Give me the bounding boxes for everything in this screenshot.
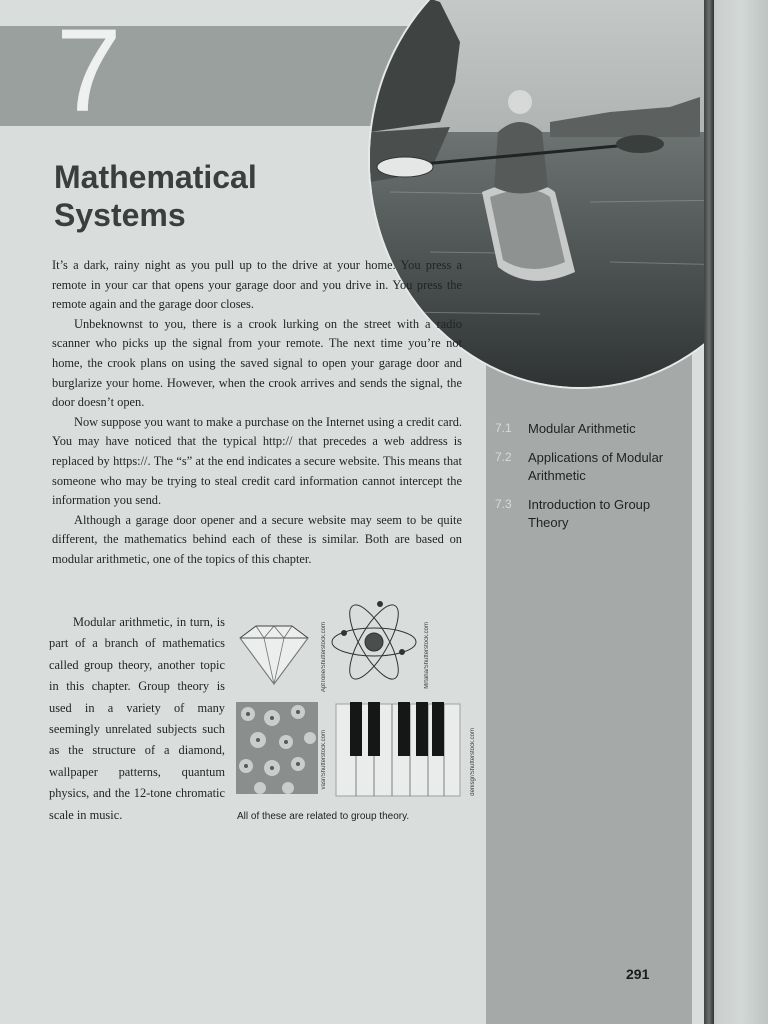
intro-paragraph-5: Modular arithmetic, in turn, is part of a branch of mathematics called group theory, another topic in this chapter. Group theory is used in a variety of many seemingly unrelated subjects such as the structure of a diamond, wallpaper patterns, quantum physics, and the 12-tone chromatic scale in music. bbox=[49, 615, 225, 822]
section-number: 7.2 bbox=[495, 449, 512, 464]
group-theory-figure bbox=[232, 592, 468, 802]
intro-paragraph-2: Unbeknownst to you, there is a crook lurking on the street with a radio scanner who picks up the signal from your remote. The next time you’re not home, the crook plans on using the saved signal to open your garage door and burglarize your home. However, when the crook arrives and sends the signal, the door doesn’t open. bbox=[52, 316, 462, 410]
section-title: Introduction to Group Theory bbox=[528, 496, 651, 530]
section-title: Applications of Modular Arithmetic bbox=[528, 449, 664, 483]
group-theory-text bbox=[49, 612, 225, 826]
diamond-image bbox=[240, 626, 308, 684]
section-number: 7.3 bbox=[495, 496, 512, 511]
section-item[interactable] bbox=[495, 449, 685, 486]
section-number: 7.1 bbox=[495, 421, 512, 435]
chapter-number: 7 bbox=[56, 5, 122, 137]
photo-credit-piano: denisgr/Shutterstock.com bbox=[470, 728, 476, 796]
section-list bbox=[495, 420, 685, 543]
atom-image bbox=[332, 599, 416, 686]
section-item[interactable] bbox=[495, 420, 685, 439]
intro-paragraph-4: Although a garage door opener and a secure website may seem to be quite different, the mathematics behind each of these is similar. Both are based on modular arithmetic, one of the topics of this chapter. bbox=[52, 512, 462, 566]
figure-images bbox=[232, 592, 468, 802]
page-number: 291 bbox=[626, 966, 650, 982]
photo-credit-diamond: AptTone/Shutterstock.com bbox=[321, 622, 327, 693]
wallpaper-pattern-image bbox=[236, 702, 318, 794]
intro-paragraph-1: It’s a dark, rainy night as you pull up to the drive at your home. You press a remote in your car that opens your garage door and you drive in. You press the remote again and the garage door closes. bbox=[52, 258, 462, 312]
photo-credit-wallpaper: vasr/Shutterstock.com bbox=[321, 730, 327, 790]
chapter-title-line1: Mathematical bbox=[54, 159, 257, 195]
piano-keys-image bbox=[336, 702, 460, 796]
photo-credit-atom: Mrtaha/Shutterstock.com bbox=[424, 622, 430, 689]
book-binding bbox=[704, 0, 714, 1024]
intro-paragraph-3: Now suppose you want to make a purchase on the Internet using a credit card. You may have noticed that the typical http:// that precedes a web address is replaced by https://. The “s” at the end indicates a secure website. This means that someone who may be trying to steal credit card information cannot intercept the information you send. bbox=[52, 414, 462, 508]
section-title: Modular Arithmetic bbox=[528, 421, 636, 436]
section-item[interactable] bbox=[495, 496, 685, 533]
chapter-title-line2: Systems bbox=[54, 197, 186, 233]
intro-text bbox=[52, 256, 462, 570]
chapter-title bbox=[54, 158, 257, 234]
figure-caption: All of these are related to group theory. bbox=[237, 811, 410, 822]
